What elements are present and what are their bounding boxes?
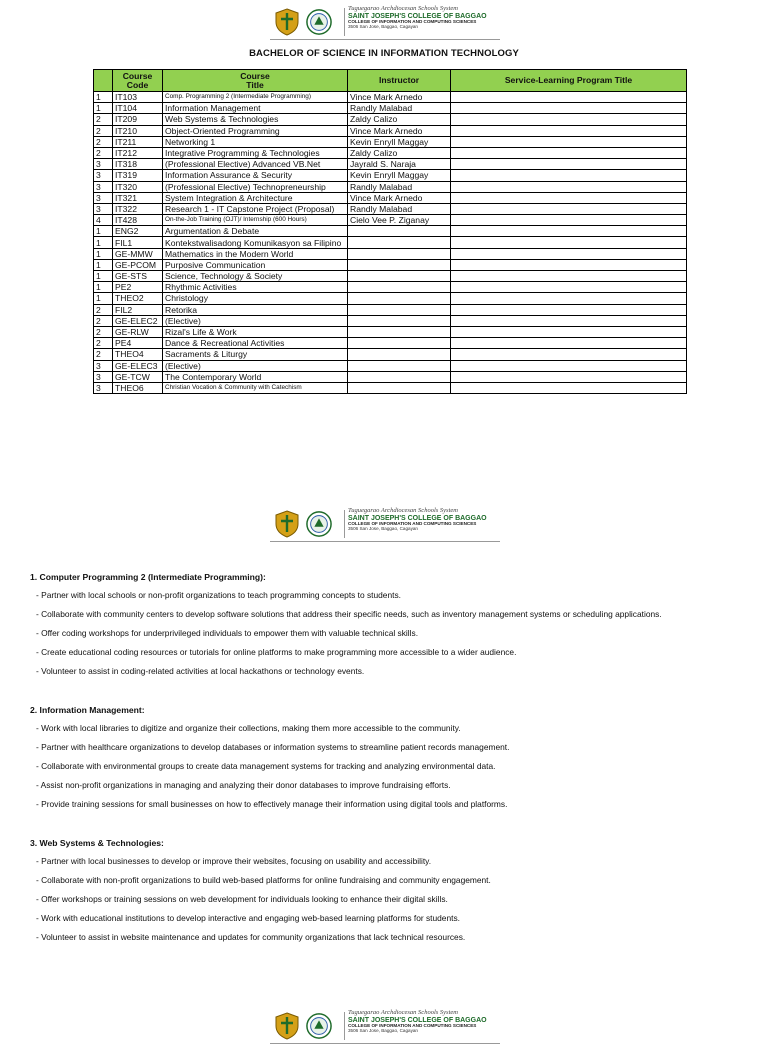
year-cell: 1 (94, 259, 113, 270)
course-code-cell: IT210 (113, 125, 163, 136)
list-item: - Collaborate with non-profit organizations to build web-based platforms for online fundraising and community engagement. (36, 875, 491, 885)
table-row (94, 170, 687, 181)
slp-title-cell (451, 271, 687, 282)
course-title-cell: (Elective) (163, 360, 348, 371)
instructor-cell: Zaldy Calizo (348, 147, 451, 158)
course-code-cell: IT318 (113, 159, 163, 170)
slp-title-cell (451, 215, 687, 226)
course-title-cell: Information Assurance & Security (163, 170, 348, 181)
course-table (93, 69, 687, 394)
course-title-cell: Information Management (163, 103, 348, 114)
year-cell: 2 (94, 125, 113, 136)
instructor-cell (348, 382, 451, 393)
course-code-cell: PE4 (113, 338, 163, 349)
slp-title-cell (451, 326, 687, 337)
instructor-cell (348, 349, 451, 360)
year-cell: 1 (94, 226, 113, 237)
slp-title-cell (451, 226, 687, 237)
archdiocese-seal-icon (274, 1012, 300, 1040)
course-title-cell: Retorika (163, 304, 348, 315)
course-title-cell: Web Systems & Technologies (163, 114, 348, 125)
course-title-cell: (Professional Elective) Technopreneurship (163, 181, 348, 192)
course-code-cell: FIL1 (113, 237, 163, 248)
course-title-cell: Mathematics in the Modern World (163, 248, 348, 259)
instructor-cell (348, 259, 451, 270)
course-code-cell: GE-TCW (113, 371, 163, 382)
course-code-cell: IT428 (113, 215, 163, 226)
slp-title-cell (451, 315, 687, 326)
course-code-column-header: Course Code (113, 70, 163, 92)
instructor-cell (348, 282, 451, 293)
instructor-cell: Vince Mark Arnedo (348, 192, 451, 203)
table-row (94, 92, 687, 103)
slp-title-cell (451, 203, 687, 214)
slp-title-cell (451, 259, 687, 270)
year-cell: 3 (94, 181, 113, 192)
table-row (94, 338, 687, 349)
year-cell: 1 (94, 237, 113, 248)
list-item: - Offer coding workshops for underprivileged individuals to empower them with valuable technical skills. (36, 628, 419, 638)
table-row (94, 282, 687, 293)
course-code-cell: IT319 (113, 170, 163, 181)
instructor-cell: Zaldy Calizo (348, 114, 451, 125)
course-title-cell: Kontekstwalisadong Komunikasyon sa Filipino (163, 237, 348, 248)
course-title-cell: Argumentation & Debate (163, 226, 348, 237)
year-cell: 2 (94, 147, 113, 158)
year-cell: 1 (94, 248, 113, 259)
table-row (94, 304, 687, 315)
instructor-cell: Randly Malabad (348, 103, 451, 114)
year-cell: 1 (94, 271, 113, 282)
instructor-cell (348, 293, 451, 304)
course-title-cell: (Elective) (163, 315, 348, 326)
list-item: - Work with local libraries to digitize and organize their collections, making them more accessible to the community. (36, 723, 461, 733)
slp-title-cell (451, 92, 687, 103)
table-row (94, 293, 687, 304)
course-title-cell: Sacraments & Liturgy (163, 349, 348, 360)
course-title-cell: On-the-Job Training (OJT)/ Internship (600 Hours) (163, 215, 348, 226)
slp-title-cell (451, 136, 687, 147)
table-row (94, 159, 687, 170)
year-cell: 1 (94, 103, 113, 114)
table-row (94, 326, 687, 337)
list-item: - Offer workshops or training sessions on web development for individuals looking to enhance their digital skills. (36, 894, 448, 904)
course-title-cell: Rizal's Life & Work (163, 326, 348, 337)
table-row (94, 103, 687, 114)
letterhead-divider (344, 510, 345, 538)
instructor-column-header: Instructor (348, 70, 451, 92)
course-title-cell: (Professional Elective) Advanced VB.Net (163, 159, 348, 170)
year-cell: 3 (94, 159, 113, 170)
list-item: - Partner with local businesses to develop or improve their websites, focusing on usability and accessibility. (36, 856, 432, 866)
table-row (94, 114, 687, 125)
instructor-cell (348, 304, 451, 315)
instructor-cell: Kevin Enryll Maggay (348, 170, 451, 181)
school-address: 3506 San Jose, Baggao, Cagayan (348, 1027, 418, 1033)
course-code-cell: GE-ELEC3 (113, 360, 163, 371)
list-item: - Work with educational institutions to develop interactive and engaging web-based learning platforms for students. (36, 913, 460, 923)
letterhead (270, 508, 500, 546)
table-row (94, 147, 687, 158)
letterhead (270, 6, 500, 44)
slp-title-cell (451, 349, 687, 360)
slp-title-cell (451, 114, 687, 125)
table-row (94, 271, 687, 282)
school-system-name: Tuguegarao Archdiocesan Schools System (348, 5, 458, 12)
course-code-cell: GE-STS (113, 271, 163, 282)
course-code-cell: ENG2 (113, 226, 163, 237)
letterhead-rule (270, 39, 500, 40)
instructor-cell: Randly Malabad (348, 203, 451, 214)
course-title-cell: Research 1 - IT Capstone Project (Proposal) (163, 203, 348, 214)
section-heading: 2. Information Management: (30, 705, 145, 715)
instructor-cell: Randly Malabad (348, 181, 451, 192)
course-code-cell: THEO4 (113, 349, 163, 360)
instructor-cell: Vince Mark Arnedo (348, 92, 451, 103)
table-header-row (94, 70, 687, 92)
course-table-body (94, 92, 687, 394)
list-item: - Collaborate with community centers to develop software solutions that address their specific needs, such as inventory management systems or scheduling applications. (36, 609, 662, 619)
slp-title-cell (451, 338, 687, 349)
instructor-cell (348, 360, 451, 371)
school-system-name: Tuguegarao Archdiocesan Schools System (348, 507, 458, 514)
section-spacer (30, 814, 750, 834)
college-name: COLLEGE OF INFORMATION AND COMPUTING SCIENCES (348, 19, 477, 25)
course-code-cell: FIL2 (113, 304, 163, 315)
slp-title-cell (451, 192, 687, 203)
letterhead-divider (344, 1012, 345, 1040)
course-title-cell: Rhythmic Activities (163, 282, 348, 293)
year-cell: 3 (94, 360, 113, 371)
course-title-cell: Integrative Programming & Technologies (163, 147, 348, 158)
course-code-cell: IT104 (113, 103, 163, 114)
year-cell: 3 (94, 203, 113, 214)
college-seal-icon (306, 8, 332, 36)
table-row (94, 125, 687, 136)
course-code-cell: THEO6 (113, 382, 163, 393)
table-row (94, 315, 687, 326)
instructor-cell: Jayrald S. Naraja (348, 159, 451, 170)
instructor-cell (348, 271, 451, 282)
program-title: BACHELOR OF SCIENCE IN INFORMATION TECHNOLOGY (249, 48, 519, 59)
year-cell: 2 (94, 304, 113, 315)
letterhead-rule (270, 1043, 500, 1044)
table-row (94, 371, 687, 382)
instructor-cell (348, 248, 451, 259)
school-address: 3506 San Jose, Baggao, Cagayan (348, 23, 418, 29)
course-code-cell: GE-PCOM (113, 259, 163, 270)
course-title-cell: Purposive Communication (163, 259, 348, 270)
table-row (94, 259, 687, 270)
course-code-cell: PE2 (113, 282, 163, 293)
course-code-cell: GE-RLW (113, 326, 163, 337)
table-row (94, 226, 687, 237)
instructor-cell: Vince Mark Arnedo (348, 125, 451, 136)
course-code-cell: THEO2 (113, 293, 163, 304)
instructor-cell (348, 338, 451, 349)
year-cell: 2 (94, 338, 113, 349)
table-row (94, 382, 687, 393)
table-row (94, 360, 687, 371)
table-row (94, 192, 687, 203)
list-item: - Collaborate with environmental groups to create data management systems for tracking and analyzing environmental data. (36, 761, 496, 771)
year-cell: 2 (94, 114, 113, 125)
school-name: SAINT JOSEPH'S COLLEGE OF BAGGAO (348, 514, 487, 522)
course-code-cell: IT103 (113, 92, 163, 103)
slp-title-cell (451, 237, 687, 248)
school-address: 3506 San Jose, Baggao, Cagayan (348, 525, 418, 531)
college-name: COLLEGE OF INFORMATION AND COMPUTING SCIENCES (348, 521, 477, 527)
course-title-cell: Dance & Recreational Activities (163, 338, 348, 349)
instructor-cell (348, 237, 451, 248)
course-title-cell: The Contemporary World (163, 371, 348, 382)
slp-title-cell (451, 248, 687, 259)
instructor-cell (348, 371, 451, 382)
slp-title-cell (451, 125, 687, 136)
course-code-cell: GE-MMW (113, 248, 163, 259)
letterhead-rule (270, 541, 500, 542)
section-heading: 3. Web Systems & Technologies: (30, 838, 164, 848)
course-title-cell: Christian Vocation & Community with Catechism (163, 382, 348, 393)
course-code-cell: IT321 (113, 192, 163, 203)
year-cell: 1 (94, 92, 113, 103)
college-seal-icon (306, 510, 332, 538)
slp-title-cell (451, 293, 687, 304)
year-cell: 2 (94, 136, 113, 147)
course-title-cell: Comp. Programming 2 (Intermediate Programming) (163, 92, 348, 103)
instructor-cell: Cielo Vee P. Ziganay (348, 215, 451, 226)
table-row (94, 203, 687, 214)
year-cell: 2 (94, 326, 113, 337)
year-cell: 1 (94, 282, 113, 293)
school-name: SAINT JOSEPH'S COLLEGE OF BAGGAO (348, 1016, 487, 1024)
course-code-cell: GE-ELEC2 (113, 315, 163, 326)
instructor-cell (348, 315, 451, 326)
letterhead (270, 1010, 500, 1048)
list-item: - Volunteer to assist in coding-related activities at local hackathons or technology events. (36, 666, 365, 676)
table-row (94, 349, 687, 360)
year-cell: 4 (94, 215, 113, 226)
course-code-cell: IT211 (113, 136, 163, 147)
slp-title-cell (451, 181, 687, 192)
section-heading: 1. Computer Programming 2 (Intermediate Programming): (30, 572, 266, 582)
table-row (94, 181, 687, 192)
year-cell: 3 (94, 371, 113, 382)
year-cell: 3 (94, 382, 113, 393)
list-item: - Volunteer to assist in website maintenance and updates for community organizations that lack technical resources. (36, 932, 466, 942)
course-title-cell: Object-Oriented Programming (163, 125, 348, 136)
list-item: - Provide training sessions for small businesses on how to effectively manage their information using digital tools and platforms. (36, 799, 508, 809)
year-cell: 3 (94, 170, 113, 181)
school-system-name: Tuguegarao Archdiocesan Schools System (348, 1009, 458, 1016)
year-column-header (94, 70, 113, 92)
course-title-column-header: Course Title (163, 70, 348, 92)
instructor-cell (348, 326, 451, 337)
archdiocese-seal-icon (274, 8, 300, 36)
course-code-cell: IT209 (113, 114, 163, 125)
slp-title-cell (451, 159, 687, 170)
table-row (94, 237, 687, 248)
year-cell: 1 (94, 293, 113, 304)
instructor-cell: Kevin Enryll Maggay (348, 136, 451, 147)
course-code-cell: IT320 (113, 181, 163, 192)
course-title-cell: Christology (163, 293, 348, 304)
course-title-cell: Science, Technology & Society (163, 271, 348, 282)
slp-title-cell (451, 282, 687, 293)
college-name: COLLEGE OF INFORMATION AND COMPUTING SCIENCES (348, 1023, 477, 1029)
instructor-cell (348, 226, 451, 237)
course-title-cell: System Integration & Architecture (163, 192, 348, 203)
list-item: - Partner with healthcare organizations to develop databases or information systems to streamline patient records management. (36, 742, 510, 752)
slp-title-cell (451, 147, 687, 158)
section-spacer (30, 681, 750, 701)
table-row (94, 248, 687, 259)
slp-title-cell (451, 360, 687, 371)
slp-title-cell (451, 371, 687, 382)
slp-title-column-header: Service-Learning Program Title (451, 70, 687, 92)
school-name: SAINT JOSEPH'S COLLEGE OF BAGGAO (348, 12, 487, 20)
list-item: - Assist non-profit organizations in managing and analyzing their donor databases to improve fundraising efforts. (36, 780, 451, 790)
slp-title-cell (451, 382, 687, 393)
course-title-cell: Networking 1 (163, 136, 348, 147)
service-learning-sections (30, 568, 750, 947)
slp-title-cell (451, 170, 687, 181)
list-item: - Create educational coding resources or tutorials for online platforms to make programming more accessible to a wider audience. (36, 647, 517, 657)
slp-title-cell (451, 304, 687, 315)
list-item: - Partner with local schools or non-profit organizations to teach programming concepts to students. (36, 590, 401, 600)
slp-title-cell (451, 103, 687, 114)
year-cell: 2 (94, 315, 113, 326)
archdiocese-seal-icon (274, 510, 300, 538)
course-code-cell: IT212 (113, 147, 163, 158)
course-code-cell: IT322 (113, 203, 163, 214)
year-cell: 2 (94, 349, 113, 360)
letterhead-divider (344, 8, 345, 36)
table-row (94, 136, 687, 147)
year-cell: 3 (94, 192, 113, 203)
table-row (94, 215, 687, 226)
college-seal-icon (306, 1012, 332, 1040)
